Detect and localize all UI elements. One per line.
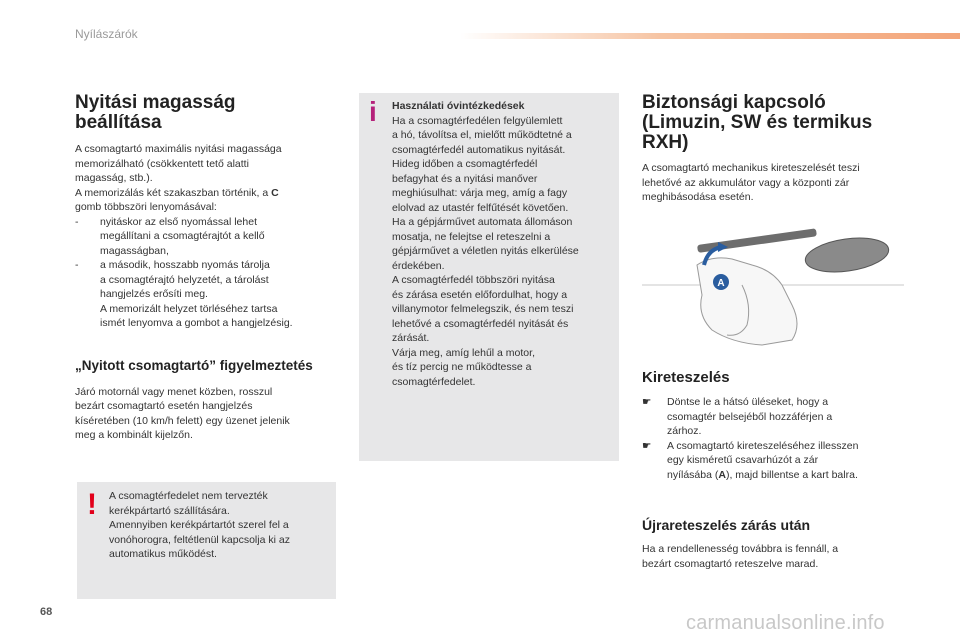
- section-title-safety-switch: [642, 93, 917, 153]
- text-line: csomagtérfedél automatikus nyitását.: [392, 143, 566, 156]
- dash-mark: -: [75, 215, 79, 228]
- text-line: magasság, stb.).: [75, 172, 153, 184]
- arrow-bullet-icon: ☛: [642, 439, 652, 452]
- list-item: [75, 258, 345, 331]
- text-line: Várja meg, amíg lehűl a motor,: [392, 346, 535, 359]
- text-line: A csomagtartó kireteszeléséhez illesszen: [667, 439, 859, 452]
- info-icon: i: [369, 96, 377, 127]
- list-item: [75, 215, 345, 259]
- unlock-section: [642, 369, 912, 482]
- text-line: befagyhat és a nyitási manőver: [392, 172, 538, 185]
- section-title-unlock: Kireteszelés: [642, 369, 730, 386]
- text-line: Amennyiben kerékpártartót szerel fel a: [109, 519, 289, 531]
- text-line: hangjelzés erősíti meg.: [100, 288, 208, 300]
- title-line: Nyitási magasság: [75, 92, 236, 113]
- text-line: A csomagtartó maximális nyitási magassága: [75, 143, 282, 155]
- warning-box: [77, 482, 336, 599]
- text-line: Ha a gépjárművet automata állomáson: [392, 216, 573, 228]
- text-line: A csomagtérfedelet nem tervezték: [109, 490, 268, 502]
- section-title-open-trunk-warning: „Nyitott csomagtartó” figyelmeztetés: [75, 357, 313, 373]
- steps-list: [75, 215, 345, 331]
- lock-screwdriver-figure: [642, 225, 904, 350]
- info-title: Használati óvintézkedések: [392, 100, 525, 112]
- right-column: [642, 93, 917, 205]
- text-line: vonóhorogra, feltétlenül kapcsolja ki az: [109, 533, 290, 546]
- text-line: kíséretében (10 km/h felett) egy üzenet jelenik: [75, 414, 290, 427]
- unlock-list: [642, 395, 912, 482]
- text-line: memorizálható (csökkentett tető alatti: [75, 157, 249, 170]
- title-line: Biztonsági kapcsoló: [642, 92, 826, 113]
- safety-switch-intro: [642, 161, 917, 205]
- text-line: mosatja, ne felejtse el reteszelni a: [392, 230, 551, 243]
- text-line: meg a kombinált kijelzőn.: [75, 429, 193, 441]
- key-c-label: C: [271, 186, 279, 199]
- left-column: [75, 93, 345, 443]
- text-line: A memorizált helyzet törléséhez tartsa: [100, 302, 278, 315]
- info-text: [392, 99, 617, 389]
- header-accent-line: [460, 33, 960, 39]
- page-number: 68: [40, 606, 53, 618]
- list-item-text: [100, 258, 345, 331]
- warning-text: [109, 489, 331, 562]
- text-line: elolvad az utastér felfűtését követően.: [392, 201, 569, 214]
- text-line: zárhoz.: [667, 425, 702, 437]
- arrow-bullet-icon: ☛: [642, 396, 652, 408]
- watermark: carmanualsonline.info: [686, 612, 885, 634]
- dash-mark: -: [75, 259, 79, 271]
- intro-paragraph: [75, 142, 345, 215]
- text-line: bezárt csomagtartó esetén hangjelzés: [75, 400, 253, 412]
- text-line: és zárása esetén előfordulhat, hogy a: [392, 288, 568, 301]
- list-item: [642, 439, 912, 483]
- text-line: meghibásodása esetén.: [642, 191, 754, 203]
- open-trunk-paragraph: [75, 385, 345, 443]
- lock-housing-shape: [697, 258, 797, 345]
- text-line: meghiúsulhat: várja meg, amíg a fagy: [392, 187, 568, 199]
- list-item-text: [667, 395, 912, 439]
- text-line: Járó motornál vagy menet közben, rosszul: [75, 385, 273, 398]
- text-line: és tíz percig ne működtesse a: [392, 361, 532, 373]
- header-title: Nyílászárók: [75, 27, 138, 41]
- text-line: ismét lenyomva a gombot a hangjelzésig.: [100, 317, 293, 329]
- text-line: Hideg időben a csomagtérfedél: [392, 158, 538, 170]
- text-line: [75, 186, 345, 201]
- text-line: lehetővé a csomagtérfedél nyitását és: [392, 317, 569, 330]
- text-line: lehetővé az akkumulátor vagy a központi zár: [642, 176, 850, 189]
- text-line: A csomagtérfedél többszöri nyitása: [392, 274, 555, 286]
- text-line: [667, 468, 912, 483]
- text-line: kerékpártartó szállítására.: [109, 504, 230, 517]
- screwdriver-handle: [803, 233, 891, 276]
- text-line: Ha a rendellenesség továbbra is fennáll, a: [642, 543, 839, 555]
- section-title-relock: Újrareteszelés zárás után: [642, 517, 811, 533]
- title-line: beállítása: [75, 112, 162, 133]
- list-item-text: [100, 215, 345, 259]
- text-line: a csomagtérajtó helyzetét, a tárolást: [100, 273, 269, 286]
- text-line: gomb többszöri lenyomásával:: [75, 201, 217, 213]
- text-line: Ha a csomagtérfedélen felgyülemlett: [392, 114, 563, 127]
- text-line: zárását.: [392, 332, 430, 344]
- text-line: a hó, távolítsa el, mielőtt működtetné a: [392, 129, 572, 141]
- warning-exclamation-icon: !: [87, 488, 97, 521]
- text-span: nyílásába (: [667, 468, 719, 481]
- text-line: nyitáskor az első nyomással lehet: [100, 215, 257, 228]
- text-line: magasságban,: [100, 244, 169, 257]
- text-line: egy kisméretű csavarhúzót a zár: [667, 454, 819, 466]
- text-line: csomagtérfedelet.: [392, 375, 476, 388]
- text-span: A memorizálás két szakaszban történik, a: [75, 186, 272, 199]
- title-line: RXH): [642, 132, 689, 153]
- text-line: bezárt csomagtartó reteszelve marad.: [642, 557, 819, 570]
- text-line: megállítani a csomagtérajtót a kellő: [100, 230, 265, 242]
- list-item-text: [667, 439, 912, 483]
- relock-paragraph: [642, 542, 912, 571]
- title-line: (Limuzin, SW és termikus: [642, 112, 873, 133]
- text-line: csomagtér belsejéből hozzáférjen a: [667, 410, 833, 423]
- callout-a-label: A: [717, 278, 725, 289]
- text-line: a második, hosszabb nyomás tárolja: [100, 259, 270, 271]
- relock-section: [642, 516, 912, 571]
- section-title-opening-height: [75, 93, 345, 133]
- text-line: Döntse le a hátsó üléseket, hogy a: [667, 396, 829, 408]
- text-line: gépjárművet a véletlen nyitás elkerülése: [392, 245, 579, 257]
- text-line: A csomagtartó mechanikus kireteszelését teszi: [642, 162, 860, 174]
- text-line: érdekében.: [392, 259, 445, 272]
- text-span: ), majd billentse a kart balra.: [725, 468, 858, 481]
- text-line: villanymotor felmelegszik, és nem teszi: [392, 303, 574, 315]
- key-a-label: A: [718, 468, 726, 481]
- info-box: [359, 93, 619, 461]
- list-item: [642, 395, 912, 439]
- text-line: automatikus működést.: [109, 548, 217, 560]
